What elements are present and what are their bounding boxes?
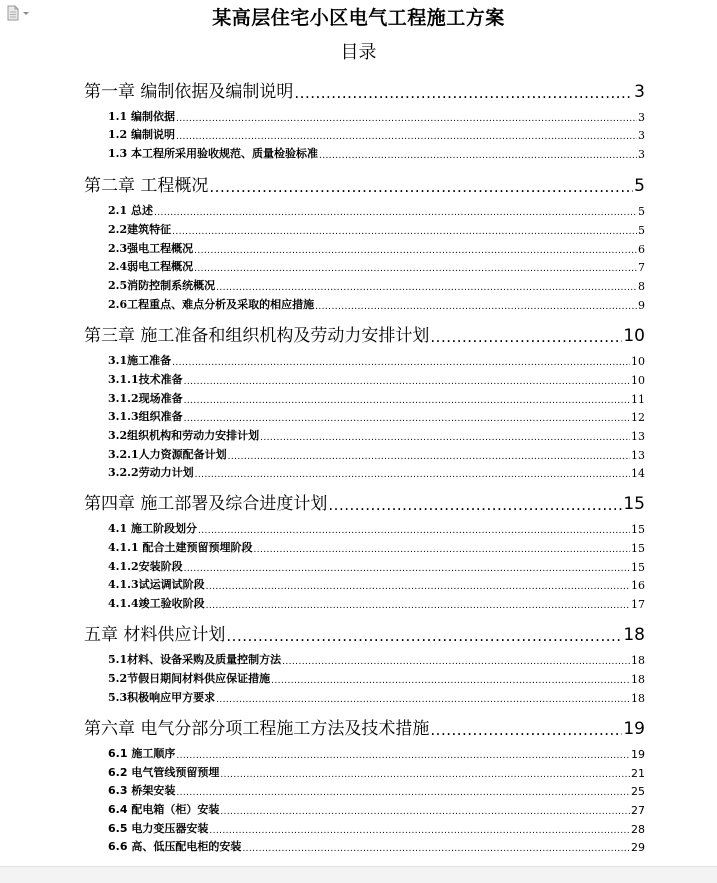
toc-entry-title: 6.1 施工顺序 bbox=[108, 747, 176, 760]
toc-chapter-entry[interactable] bbox=[84, 621, 645, 645]
toc-page-number: 19 bbox=[631, 748, 645, 761]
toc-page-number: 9 bbox=[638, 299, 645, 312]
toc-entry-title: 3.2组织机构和劳动力安排计划 bbox=[108, 429, 260, 442]
toc-entry-title: 6.3 桥架安装 bbox=[108, 784, 176, 797]
toc-dot-leader bbox=[242, 844, 630, 854]
toc-dot-leader bbox=[209, 178, 633, 196]
toc-entry-title: 3.1.3组织准备 bbox=[108, 410, 183, 423]
toc-page-number: 18 bbox=[623, 625, 645, 645]
toc-dot-leader bbox=[294, 84, 633, 102]
toc-page-number: 29 bbox=[631, 841, 645, 854]
toc-dot-leader bbox=[176, 751, 630, 761]
toc-dot-leader bbox=[176, 788, 630, 798]
toc-page-number: 18 bbox=[631, 692, 645, 705]
toc-dot-leader bbox=[206, 582, 630, 592]
toc-dot-leader bbox=[206, 601, 630, 611]
toc-section-entry[interactable] bbox=[108, 240, 645, 256]
toc-section-entry[interactable] bbox=[108, 464, 645, 480]
toc-dot-leader bbox=[176, 114, 637, 124]
toc-dot-leader bbox=[209, 826, 630, 836]
toc-entry-title: 第六章 电气分部分项工程施工方法及技术措施 bbox=[84, 719, 430, 739]
toc-page-number: 5 bbox=[634, 176, 645, 196]
toc-entry-title: 1.2 编制说明 bbox=[108, 128, 175, 141]
toc-entry-title: 2.2建筑特征 bbox=[108, 223, 172, 236]
toc-section-entry[interactable] bbox=[108, 390, 645, 406]
toc-section-entry[interactable] bbox=[108, 651, 645, 667]
toc-section-entry[interactable] bbox=[108, 689, 645, 705]
toc-entry-title: 3.2.2劳动力计划 bbox=[108, 466, 194, 479]
toc-entry-title: 5.1材料、设备采购及质量控制方法 bbox=[108, 653, 282, 666]
toc-section-entry[interactable] bbox=[108, 838, 645, 854]
toc-entry-title: 4.1.3试运调试阶段 bbox=[108, 578, 205, 591]
toc-entry-title: 4.1 施工阶段划分 bbox=[108, 522, 197, 535]
toc-section-entry[interactable] bbox=[108, 221, 645, 237]
toc-dot-leader bbox=[271, 676, 630, 686]
toc-chapter-entry[interactable] bbox=[84, 715, 645, 739]
toc-entry-title: 4.1.1 配合土建预留预埋阶段 bbox=[108, 541, 253, 554]
toc-page-number: 15 bbox=[623, 494, 645, 514]
toc-dot-leader bbox=[198, 526, 630, 536]
toc-page-number: 6 bbox=[638, 243, 645, 256]
toc-section-entry[interactable] bbox=[108, 446, 645, 462]
toc-dot-leader bbox=[220, 807, 630, 817]
toc-page-number: 10 bbox=[631, 355, 645, 368]
toc-page-number: 13 bbox=[631, 449, 645, 462]
toc-page-number: 25 bbox=[631, 785, 645, 798]
toc-entry-title: 6.4 配电箱（柜）安装 bbox=[108, 803, 220, 816]
toc-section-entry[interactable] bbox=[108, 520, 645, 536]
toc-section-entry[interactable] bbox=[108, 202, 645, 218]
toc-section-entry[interactable] bbox=[108, 108, 645, 124]
toc-dot-leader bbox=[172, 227, 637, 237]
toc-page-number: 15 bbox=[631, 542, 645, 555]
toc-entry-title: 2.1 总述 bbox=[108, 204, 153, 217]
toc-chapter-entry[interactable] bbox=[84, 172, 645, 196]
toc-section-entry[interactable] bbox=[108, 145, 645, 161]
toc-page-number: 3 bbox=[638, 129, 645, 142]
toc-page-number: 5 bbox=[638, 205, 645, 218]
toc-entry-title: 6.6 高、低压配电柜的安装 bbox=[108, 840, 242, 853]
toc-page-number: 3 bbox=[634, 82, 645, 102]
toc-entry-title: 2.4弱电工程概况 bbox=[108, 260, 194, 273]
toc-section-entry[interactable] bbox=[108, 670, 645, 686]
toc-page-number: 3 bbox=[638, 111, 645, 124]
toc-entry-title: 第三章 施工准备和组织机构及劳动力安排计划 bbox=[84, 326, 430, 346]
toc-section-entry[interactable] bbox=[108, 352, 645, 368]
toc-page-number: 28 bbox=[631, 823, 645, 836]
toc-dot-leader bbox=[319, 151, 637, 161]
toc-entry-title: 第一章 编制依据及编制说明 bbox=[84, 82, 294, 102]
toc-dot-leader bbox=[430, 721, 622, 739]
toc-entry-title: 3.1.1技术准备 bbox=[108, 373, 183, 386]
toc-dot-leader bbox=[172, 358, 630, 368]
toc-section-entry[interactable] bbox=[108, 595, 645, 611]
toc-entry-title: 2.3强电工程概况 bbox=[108, 242, 194, 255]
toc-dot-leader bbox=[282, 657, 630, 667]
toc-section-entry[interactable] bbox=[108, 745, 645, 761]
toc-dot-leader bbox=[154, 208, 637, 218]
toc-dot-leader bbox=[216, 283, 637, 293]
toc-page-number: 8 bbox=[638, 280, 645, 293]
toc-dot-leader bbox=[184, 377, 630, 387]
toc-chapter-entry[interactable] bbox=[84, 322, 645, 346]
toc-dot-leader bbox=[184, 414, 630, 424]
document-title: 某高层住宅小区电气工程施工方案 bbox=[212, 7, 505, 29]
toc-entry-title: 6.5 电力变压器安装 bbox=[108, 822, 209, 835]
toc-chapter-entry[interactable] bbox=[84, 490, 645, 514]
toc-dot-leader bbox=[184, 564, 630, 574]
toc-entry-title: 第二章 工程概况 bbox=[84, 176, 209, 196]
toc-entry-title: 1.1 编制依据 bbox=[108, 110, 175, 123]
toc-page-number: 12 bbox=[631, 411, 645, 424]
toc-dot-leader bbox=[184, 396, 630, 406]
toc-entry-title: 5.3积极响应甲方要求 bbox=[108, 691, 216, 704]
toc-dot-leader bbox=[220, 770, 630, 780]
toc-entry-title: 2.5消防控制系统概况 bbox=[108, 279, 216, 292]
toc-dot-leader bbox=[194, 246, 637, 256]
toc-entry-title: 4.1.4竣工验收阶段 bbox=[108, 597, 205, 610]
toc-heading: 目录 bbox=[340, 42, 377, 63]
toc-section-entry[interactable] bbox=[108, 764, 645, 780]
toc-section-entry[interactable] bbox=[108, 408, 645, 424]
toc-entry-title: 2.6工程重点、难点分析及采取的相应措施 bbox=[108, 298, 315, 311]
toc-dot-leader bbox=[195, 470, 630, 480]
toc-section-entry[interactable] bbox=[108, 427, 645, 443]
toc-section-entry[interactable] bbox=[108, 782, 645, 798]
toc-section-entry[interactable] bbox=[108, 820, 645, 836]
toc-dot-leader bbox=[194, 264, 637, 274]
toc-page-number: 10 bbox=[623, 326, 645, 346]
toc-chapter-entry[interactable] bbox=[84, 78, 645, 102]
toc-page-number: 14 bbox=[631, 467, 645, 480]
toc-section-entry[interactable] bbox=[108, 296, 645, 312]
toc-entry-title: 第四章 施工部署及综合进度计划 bbox=[84, 494, 328, 514]
toc-dot-leader bbox=[216, 695, 630, 705]
toc-page-number: 15 bbox=[631, 523, 645, 536]
toc-dot-leader bbox=[253, 545, 630, 555]
status-bar bbox=[0, 866, 717, 883]
toc-page-number: 19 bbox=[623, 719, 645, 739]
toc-section-entry[interactable] bbox=[108, 558, 645, 574]
toc-page-number: 16 bbox=[631, 579, 645, 592]
toc-section-entry[interactable] bbox=[108, 126, 645, 142]
toc-section-entry[interactable] bbox=[108, 801, 645, 817]
toc-dot-leader bbox=[228, 452, 630, 462]
toc-page-number: 18 bbox=[631, 654, 645, 667]
toc-section-entry[interactable] bbox=[108, 258, 645, 274]
toc-page-number: 18 bbox=[631, 673, 645, 686]
toc-page-number: 3 bbox=[638, 148, 645, 161]
toc-dot-leader bbox=[430, 328, 622, 346]
toc-section-entry[interactable] bbox=[108, 576, 645, 592]
toc-entry-title: 1.3 本工程所采用验收规范、质量检验标准 bbox=[108, 147, 318, 160]
toc-entry-title: 5.2节假日期间材料供应保证措施 bbox=[108, 672, 271, 685]
toc-entry-title: 五章 材料供应计划 bbox=[84, 625, 226, 645]
toc-entry-title: 3.1施工准备 bbox=[108, 354, 172, 367]
toc-page-number: 13 bbox=[631, 430, 645, 443]
toc-dot-leader bbox=[226, 627, 622, 645]
toc-page-number: 10 bbox=[631, 374, 645, 387]
toc-section-entry[interactable] bbox=[108, 539, 645, 555]
toc-page-number: 15 bbox=[631, 561, 645, 574]
toc-section-entry[interactable] bbox=[108, 371, 645, 387]
toc-dot-leader bbox=[328, 496, 622, 514]
toc-dot-leader bbox=[315, 302, 637, 312]
toc-dot-leader bbox=[260, 433, 630, 443]
toc-page-number: 17 bbox=[631, 598, 645, 611]
toc-section-entry[interactable] bbox=[108, 277, 645, 293]
toc-page-number: 21 bbox=[631, 767, 645, 780]
toc-page-number: 7 bbox=[638, 261, 645, 274]
toc-entry-title: 3.1.2现场准备 bbox=[108, 392, 183, 405]
toc-page-number: 27 bbox=[631, 804, 645, 817]
toc-entry-title: 3.2.1人力资源配备计划 bbox=[108, 448, 227, 461]
toc-page-number: 5 bbox=[638, 224, 645, 237]
toc-page-number: 11 bbox=[631, 393, 645, 406]
toc-entry-title: 6.2 电气管线预留预埋 bbox=[108, 766, 220, 779]
toc-entry-title: 4.1.2安装阶段 bbox=[108, 560, 183, 573]
toc-dot-leader bbox=[176, 132, 637, 142]
